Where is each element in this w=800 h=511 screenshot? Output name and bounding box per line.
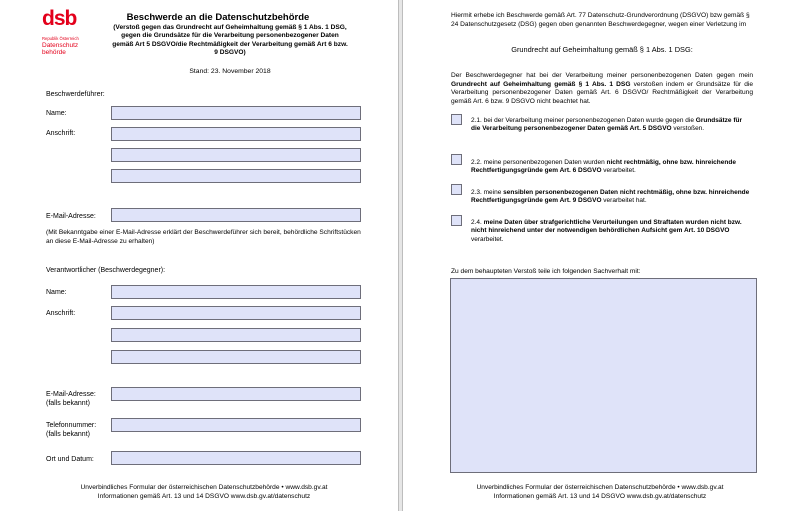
option-2-2-bold: nicht rechtmäßig, ohne bzw. hinreichende Rechtfertigungsgründe gem Art. 6 DSGVO: [471, 159, 736, 175]
checkbox-2-1[interactable]: [451, 114, 462, 125]
respondent-phone-label: Telefonnummer:: [46, 422, 97, 429]
complainant-address-line3[interactable]: [111, 169, 361, 183]
complainant-name-label: Name:: [46, 110, 67, 117]
option-2-4-post: verarbeitet.: [471, 235, 504, 243]
violation-text-bold: Grundrecht auf Geheimhaltung gemäß § 1 Abs. 1 DSG: [451, 80, 631, 88]
option-2-1-post: verstoßen.: [671, 125, 705, 133]
checkbox-2-2[interactable]: [451, 154, 462, 165]
option-2-3-pre: 2.3. meine: [471, 189, 504, 196]
respondent-email-field[interactable]: [111, 387, 361, 401]
facts-textarea[interactable]: [450, 278, 757, 473]
respondent-heading: Verantwortlicher (Beschwerdegegner):: [46, 267, 166, 274]
page1-footer-line1: Unverbindliches Formular der österreichischen Datenschutzbehörde • www.dsb.gv.at: [80, 484, 328, 491]
option-2-1-bold: Grundsätze für die Verarbeitung personenbezogener Daten gemäß Art. 5 DSGVO: [471, 117, 743, 133]
option-2-1-pre: 2.1. bei der Verarbeitung meiner personenbezogenen Daten wurde gegen die: [471, 117, 696, 124]
violation-paragraph: [451, 72, 753, 106]
respondent-email-known: (falls bekannt): [46, 400, 90, 407]
complainant-email-field[interactable]: [111, 208, 361, 222]
option-2-2-post: verarbeitet.: [601, 167, 636, 175]
option-2-3-bold: sensiblen personenbezogenen Daten nicht rechtmäßig, ohne bzw. hinreichende Rechtfertigungsgründe gem Art. 9 DSGVO: [471, 189, 750, 205]
facts-label: Zu dem behaupteten Verstoß teile ich folgenden Sachverhalt mit:: [451, 268, 641, 275]
checkbox-2-3[interactable]: [451, 184, 462, 195]
option-2-1: [471, 117, 753, 134]
form-page-1: [0, 0, 399, 511]
intro-text: Hiermit erhebe ich Beschwerde gemäß Art. 77 Datenschutz-Grundverordnung (DSGVO) bzw gemäß § 24 Datenschutzgesetz (DSG) gegen oben genannten Beschwerdegegner, wegen einer Verletzung im: [451, 12, 750, 28]
logo-tagline: Republik Österreich: [42, 36, 79, 41]
option-2-2-pre: 2.2. meine personenbezogenen Daten wurden: [471, 159, 607, 166]
complainant-address-line2[interactable]: [111, 148, 361, 162]
page1-footer-line2: Informationen gemäß Art. 13 und 14 DSGVO www.dsb.gv.at/datenschutz: [97, 492, 311, 500]
respondent-address-line1[interactable]: [111, 306, 361, 320]
complainant-address-label: Anschrift:: [46, 130, 76, 137]
respondent-name-field[interactable]: [111, 285, 361, 299]
page1-footer: [54, 484, 354, 501]
option-2-3-post: verarbeitet hat.: [601, 197, 647, 205]
place-date-field[interactable]: [111, 451, 361, 465]
respondent-phone-known: (falls bekannt): [46, 431, 90, 438]
option-2-2: [471, 159, 753, 176]
complainant-address-line1[interactable]: [111, 127, 361, 141]
page2-footer: [450, 484, 750, 501]
logo-name: [42, 42, 78, 56]
violation-text-post: verstoßen indem er Grundsätze für die Verarbeitung personenbezogener Daten gemäß Art. 6 DSGVO/ Rechtmäßigkeit der Verarbeitung gemäß Art. 6 bzw. 9 DSGVO nicht beachtet hat.: [451, 80, 754, 105]
respondent-email-label: E-Mail-Adresse:: [46, 391, 96, 398]
page2-footer-line1: Unverbindliches Formular der österreichischen Datenschutzbehörde • www.dsb.gv.at: [476, 484, 724, 491]
respondent-address-line3[interactable]: [111, 350, 361, 364]
respondent-phone-field[interactable]: [111, 418, 361, 432]
page-title: Beschwerde an die Datenschutzbehörde: [126, 12, 310, 23]
respondent-address-line2[interactable]: [111, 328, 361, 342]
form-version: Stand: 23. November 2018: [189, 68, 271, 75]
option-2-4-bold: meine Daten über strafgerichtliche Verurteilungen und Straftaten wurden nicht bzw. nicht hinreichend unter der notwendigen behördlichen Aufsicht gem Art. 10 DSGVO: [471, 219, 742, 235]
page-subtitle: (Verstoß gegen das Grundrecht auf Geheimhaltung gemäß § 1 Abs. 1 DSG, gegen die Grundsätze für die Verarbeitung personenbezogener Daten gemäß Art 5 DSGVO/die Rechtmäßigkeit der Verarbeitung gemäß Art 6 bzw. 9 DSGVO): [112, 24, 348, 57]
respondent-name-label: Name:: [46, 289, 67, 296]
option-2-3: [471, 189, 753, 206]
dsb-logo: dsb: [42, 7, 77, 30]
place-date-label: Ort und Datum:: [46, 456, 94, 463]
form-page-2: [402, 0, 800, 511]
section-heading: Grundrecht auf Geheimhaltung gemäß § 1 Abs. 1 DSG:: [511, 45, 693, 54]
logo-name-line2: behörde: [42, 49, 66, 56]
option-2-4: [471, 219, 753, 244]
complainant-email-label: E-Mail-Adresse:: [46, 213, 96, 220]
complainant-name-field[interactable]: [111, 106, 361, 120]
page2-footer-line2: Informationen gemäß Art. 13 und 14 DSGVO www.dsb.gv.at/datenschutz: [493, 492, 707, 500]
violation-text-pre: Der Beschwerdegegner hat bei der Verarbeitung meiner personenbezogenen Daten gegen mein: [451, 72, 753, 79]
email-consent-note: (Mit Bekanntgabe einer E-Mail-Adresse erklärt der Beschwerdeführer sich bereit, behördliche Schriftstücken an diese E-Mail-Adresse zu erhalten): [46, 229, 361, 245]
logo-name-line1: Datenschutz: [42, 42, 79, 49]
complainant-heading: Beschwerdeführer:: [46, 91, 105, 98]
option-2-4-pre: 2.4.: [471, 219, 484, 226]
respondent-address-label: Anschrift:: [46, 310, 76, 317]
checkbox-2-4[interactable]: [451, 215, 462, 226]
